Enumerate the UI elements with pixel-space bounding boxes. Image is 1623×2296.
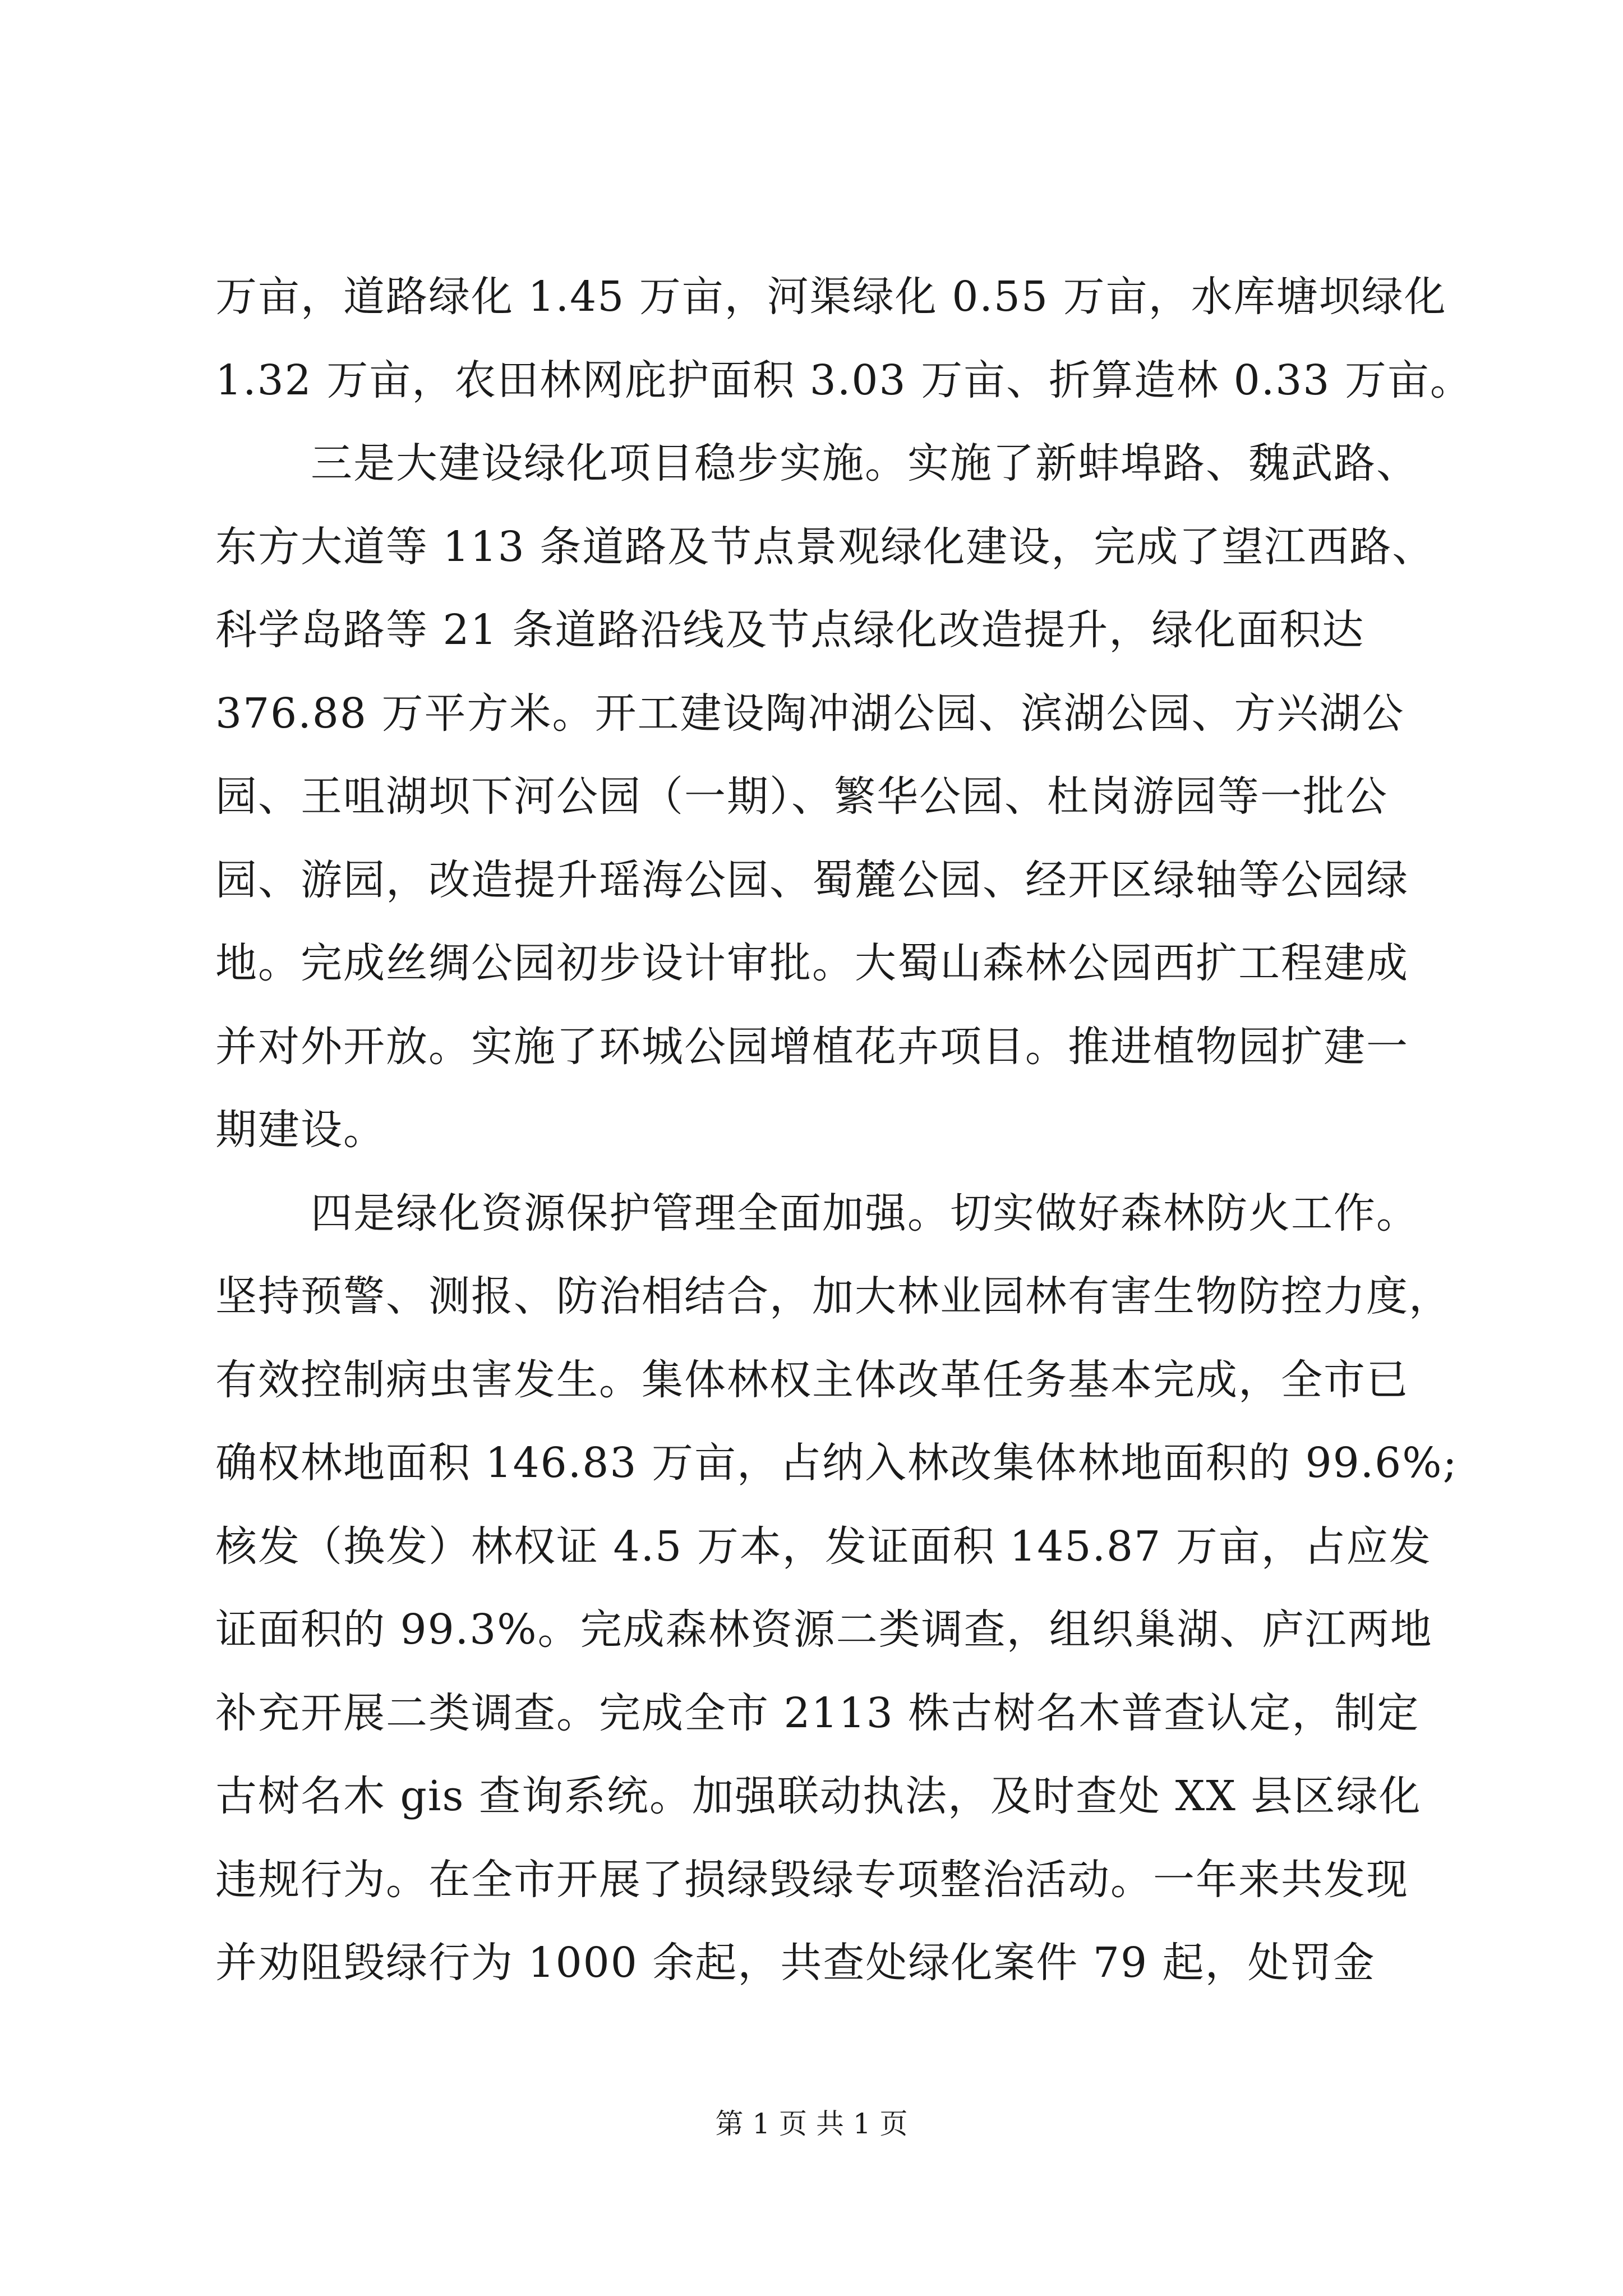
text-line: 并劝阻毁绿行为 1000 余起，共查处绿化案件 79 起，处罚金 xyxy=(215,1939,1376,1987)
text-line: 并对外开放。实施了环城公园增植花卉项目。推进植物园扩建一 xyxy=(215,1022,1409,1071)
paragraph-start-line: 四是绿化资源保护管理全面加强。切实做好森林防火工作。 xyxy=(311,1189,1419,1237)
page-footer xyxy=(0,2107,1623,2141)
text-line: 科学岛路等 21 条道路沿线及节点绿化改造提升，绿化面积达 xyxy=(215,606,1365,654)
text-line: 东方大道等 113 条道路及节点景观绿化建设，完成了望江西路、 xyxy=(215,522,1435,571)
text-line: 园、游园，改造提升瑶海公园、蜀麓公园、经开区绿轴等公园绿 xyxy=(215,855,1409,904)
text-line: 期建设。 xyxy=(215,1106,386,1154)
paragraph-start-line: 三是大建设绿化项目稳步实施。实施了新蚌埠路、魏武路、 xyxy=(311,439,1419,487)
text-line: 补充开展二类调查。完成全市 2113 株古树名木普查认定，制定 xyxy=(215,1688,1420,1737)
text-line: 1.32 万亩，农田林网庇护面积 3.03 万亩、折算造林 0.33 万亩。 xyxy=(215,356,1473,404)
body-text xyxy=(215,255,1473,2005)
text-line: 证面积的 99.3%。完成森林资源二类调查，组织巢湖、庐江两地 xyxy=(215,1605,1433,1654)
text-line: 确权林地面积 146.83 万亩，占纳入林改集体林地面积的 99.6%; xyxy=(215,1439,1458,1487)
page-number-label: 第 1 页 共 1 页 xyxy=(715,2108,908,2140)
text-line: 古树名木 gis 查询系统。加强联动执法，及时查处 XX 县区绿化 xyxy=(215,1772,1422,1820)
text-line: 地。完成丝绸公园初步设计审批。大蜀山森林公园西扩工程建成 xyxy=(215,939,1409,987)
text-line: 376.88 万平方米。开工建设陶冲湖公园、滨湖公园、方兴湖公 xyxy=(215,689,1405,738)
text-line: 万亩，道路绿化 1.45 万亩，河渠绿化 0.55 万亩，水库塘坝绿化 xyxy=(215,273,1447,321)
text-line: 核发（换发）林权证 4.5 万本，发证面积 145.87 万亩，占应发 xyxy=(215,1522,1432,1571)
text-line: 有效控制病虫害发生。集体林权主体改革任务基本完成，全市已 xyxy=(215,1355,1409,1404)
text-line: 园、王咀湖坝下河公园（一期）、繁华公园、杜岗游园等一批公 xyxy=(215,772,1388,821)
text-line: 违规行为。在全市开展了损绿毁绿专项整治活动。一年来共发现 xyxy=(215,1855,1409,1904)
text-line: 坚持预警、测报、防治相结合，加大林业园林有害生物防控力度， xyxy=(215,1272,1451,1320)
